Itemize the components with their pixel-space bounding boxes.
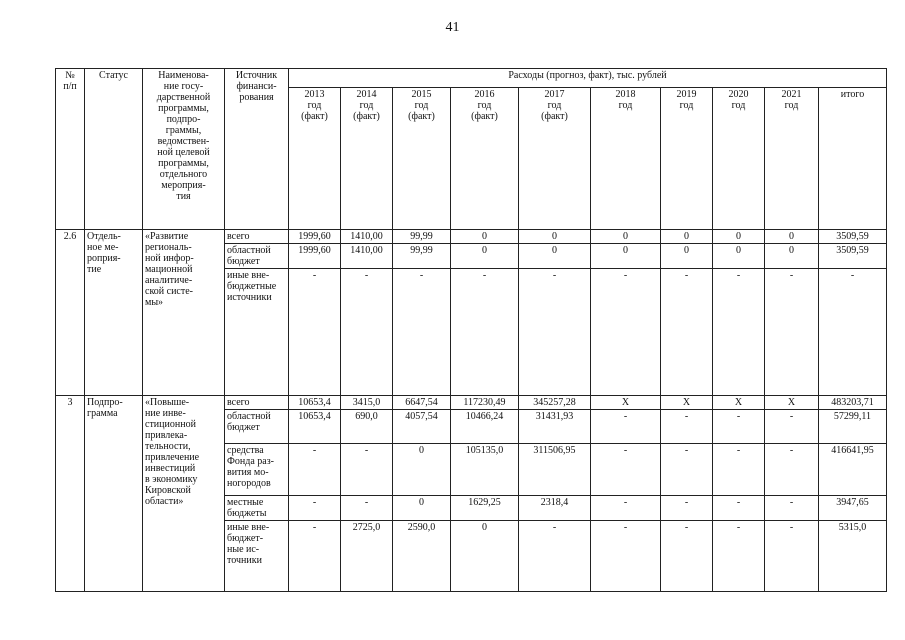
value-cell: 6647,54 [393, 396, 451, 410]
value-cell: 0 [451, 521, 519, 592]
year-header-5: 2018 год [591, 88, 661, 230]
value-cell: 31431,93 [519, 410, 591, 444]
value-cell: 0 [713, 230, 765, 244]
value-cell: 311506,95 [519, 444, 591, 496]
value-cell: Х [765, 396, 819, 410]
block2-status: Подпро- грамма [85, 396, 143, 592]
value-cell: 0 [591, 230, 661, 244]
value-cell: - [765, 496, 819, 521]
value-cell: - [519, 521, 591, 592]
table-row [56, 396, 887, 410]
value-cell: - [661, 444, 713, 496]
block2-num: 3 [56, 396, 85, 592]
value-cell: 10653,4 [289, 396, 341, 410]
value-cell: - [765, 269, 819, 396]
value-cell: 1410,00 [341, 244, 393, 269]
source-cell: областной бюджет [225, 410, 289, 444]
value-cell: 2318,4 [519, 496, 591, 521]
value-cell: 2590,0 [393, 521, 451, 592]
value-cell: 99,99 [393, 230, 451, 244]
value-cell: - [661, 496, 713, 521]
expenses-table [55, 68, 887, 592]
value-cell: 0 [765, 244, 819, 269]
header-status: Статус [85, 69, 143, 230]
value-cell: 0 [519, 230, 591, 244]
value-cell: 3947,65 [819, 496, 887, 521]
value-cell: 1999,60 [289, 244, 341, 269]
block1-status: Отдель- ное ме- роприя- тие [85, 230, 143, 396]
block1-num: 2.6 [56, 230, 85, 396]
value-cell: - [591, 496, 661, 521]
value-cell: 0 [713, 244, 765, 269]
value-cell: - [713, 496, 765, 521]
value-cell: 3509,59 [819, 244, 887, 269]
value-cell: Х [591, 396, 661, 410]
value-cell: 1629,25 [451, 496, 519, 521]
year-header-6: 2019 год [661, 88, 713, 230]
source-cell: местные бюджеты [225, 496, 289, 521]
header-expenses: Расходы (прогноз, факт), тыс. рублей [289, 69, 887, 88]
block1-name: «Развитие региональ- ной инфор- мационной аналитиче- ской систе- мы» [143, 230, 225, 396]
value-cell: - [341, 496, 393, 521]
value-cell: 0 [591, 244, 661, 269]
value-cell: - [341, 444, 393, 496]
value-cell: 345257,28 [519, 396, 591, 410]
value-cell: 4057,54 [393, 410, 451, 444]
value-cell: - [591, 444, 661, 496]
value-cell: - [289, 269, 341, 396]
value-cell: - [393, 269, 451, 396]
value-cell: 5315,0 [819, 521, 887, 592]
value-cell: 690,0 [341, 410, 393, 444]
value-cell: 99,99 [393, 244, 451, 269]
header-num: № п/п [56, 69, 85, 230]
value-cell: 117230,49 [451, 396, 519, 410]
value-cell: - [765, 410, 819, 444]
source-cell: всего [225, 230, 289, 244]
value-cell: - [289, 521, 341, 592]
year-header-0: 2013 год (факт) [289, 88, 341, 230]
value-cell: - [713, 444, 765, 496]
year-header-1: 2014 год (факт) [341, 88, 393, 230]
value-cell: - [661, 269, 713, 396]
value-cell: - [289, 444, 341, 496]
year-header-8: 2021 год [765, 88, 819, 230]
value-cell: - [713, 269, 765, 396]
value-cell: 416641,95 [819, 444, 887, 496]
page-number: 41 [445, 20, 460, 35]
source-cell: иные вне- бюджетные источники [225, 269, 289, 396]
value-cell: 0 [661, 244, 713, 269]
value-cell: - [341, 269, 393, 396]
value-cell: 10653,4 [289, 410, 341, 444]
value-cell: - [765, 444, 819, 496]
value-cell: 0 [661, 230, 713, 244]
source-cell: всего [225, 396, 289, 410]
value-cell: - [765, 521, 819, 592]
value-cell: - [591, 269, 661, 396]
header-name: Наименова- ние госу- дарственной программы, подпро- граммы, ведомствен- ной целевой программы, отдельного мероприя- тия [143, 69, 225, 230]
value-cell: 0 [451, 230, 519, 244]
year-header-4: 2017 год (факт) [519, 88, 591, 230]
value-cell: - [661, 410, 713, 444]
year-header-2: 2015 год (факт) [393, 88, 451, 230]
value-cell: Х [713, 396, 765, 410]
value-cell: 57299,11 [819, 410, 887, 444]
value-cell: - [519, 269, 591, 396]
source-cell: областной бюджет [225, 244, 289, 269]
year-header-3: 2016 год (факт) [451, 88, 519, 230]
header-source: Источник финанси- рования [225, 69, 289, 230]
source-cell: средства Фонда раз- вития мо- ногородов [225, 444, 289, 496]
value-cell: 0 [519, 244, 591, 269]
value-cell: 10466,24 [451, 410, 519, 444]
value-cell: - [713, 410, 765, 444]
value-cell: 3509,59 [819, 230, 887, 244]
value-cell: 105135,0 [451, 444, 519, 496]
year-header-9: итого [819, 88, 887, 230]
value-cell: 0 [451, 244, 519, 269]
value-cell: - [451, 269, 519, 396]
year-header-7: 2020 год [713, 88, 765, 230]
value-cell: 2725,0 [341, 521, 393, 592]
value-cell: 3415,0 [341, 396, 393, 410]
value-cell: 1999,60 [289, 230, 341, 244]
value-cell: - [591, 521, 661, 592]
header-row-1 [56, 69, 887, 88]
value-cell: - [713, 521, 765, 592]
value-cell: 0 [393, 496, 451, 521]
value-cell: 1410,00 [341, 230, 393, 244]
value-cell: 0 [393, 444, 451, 496]
value-cell: - [289, 496, 341, 521]
block2-name: «Повыше- ние инве- стиционной привлека- тельности, привлечение инвестиций в экономику Кировской области» [143, 396, 225, 592]
value-cell: 0 [765, 230, 819, 244]
value-cell: - [591, 410, 661, 444]
source-cell: иные вне- бюджет- ные ис- точники [225, 521, 289, 592]
value-cell: Х [661, 396, 713, 410]
value-cell: 483203,71 [819, 396, 887, 410]
value-cell: - [661, 521, 713, 592]
table-row [56, 230, 887, 244]
value-cell: - [819, 269, 887, 396]
